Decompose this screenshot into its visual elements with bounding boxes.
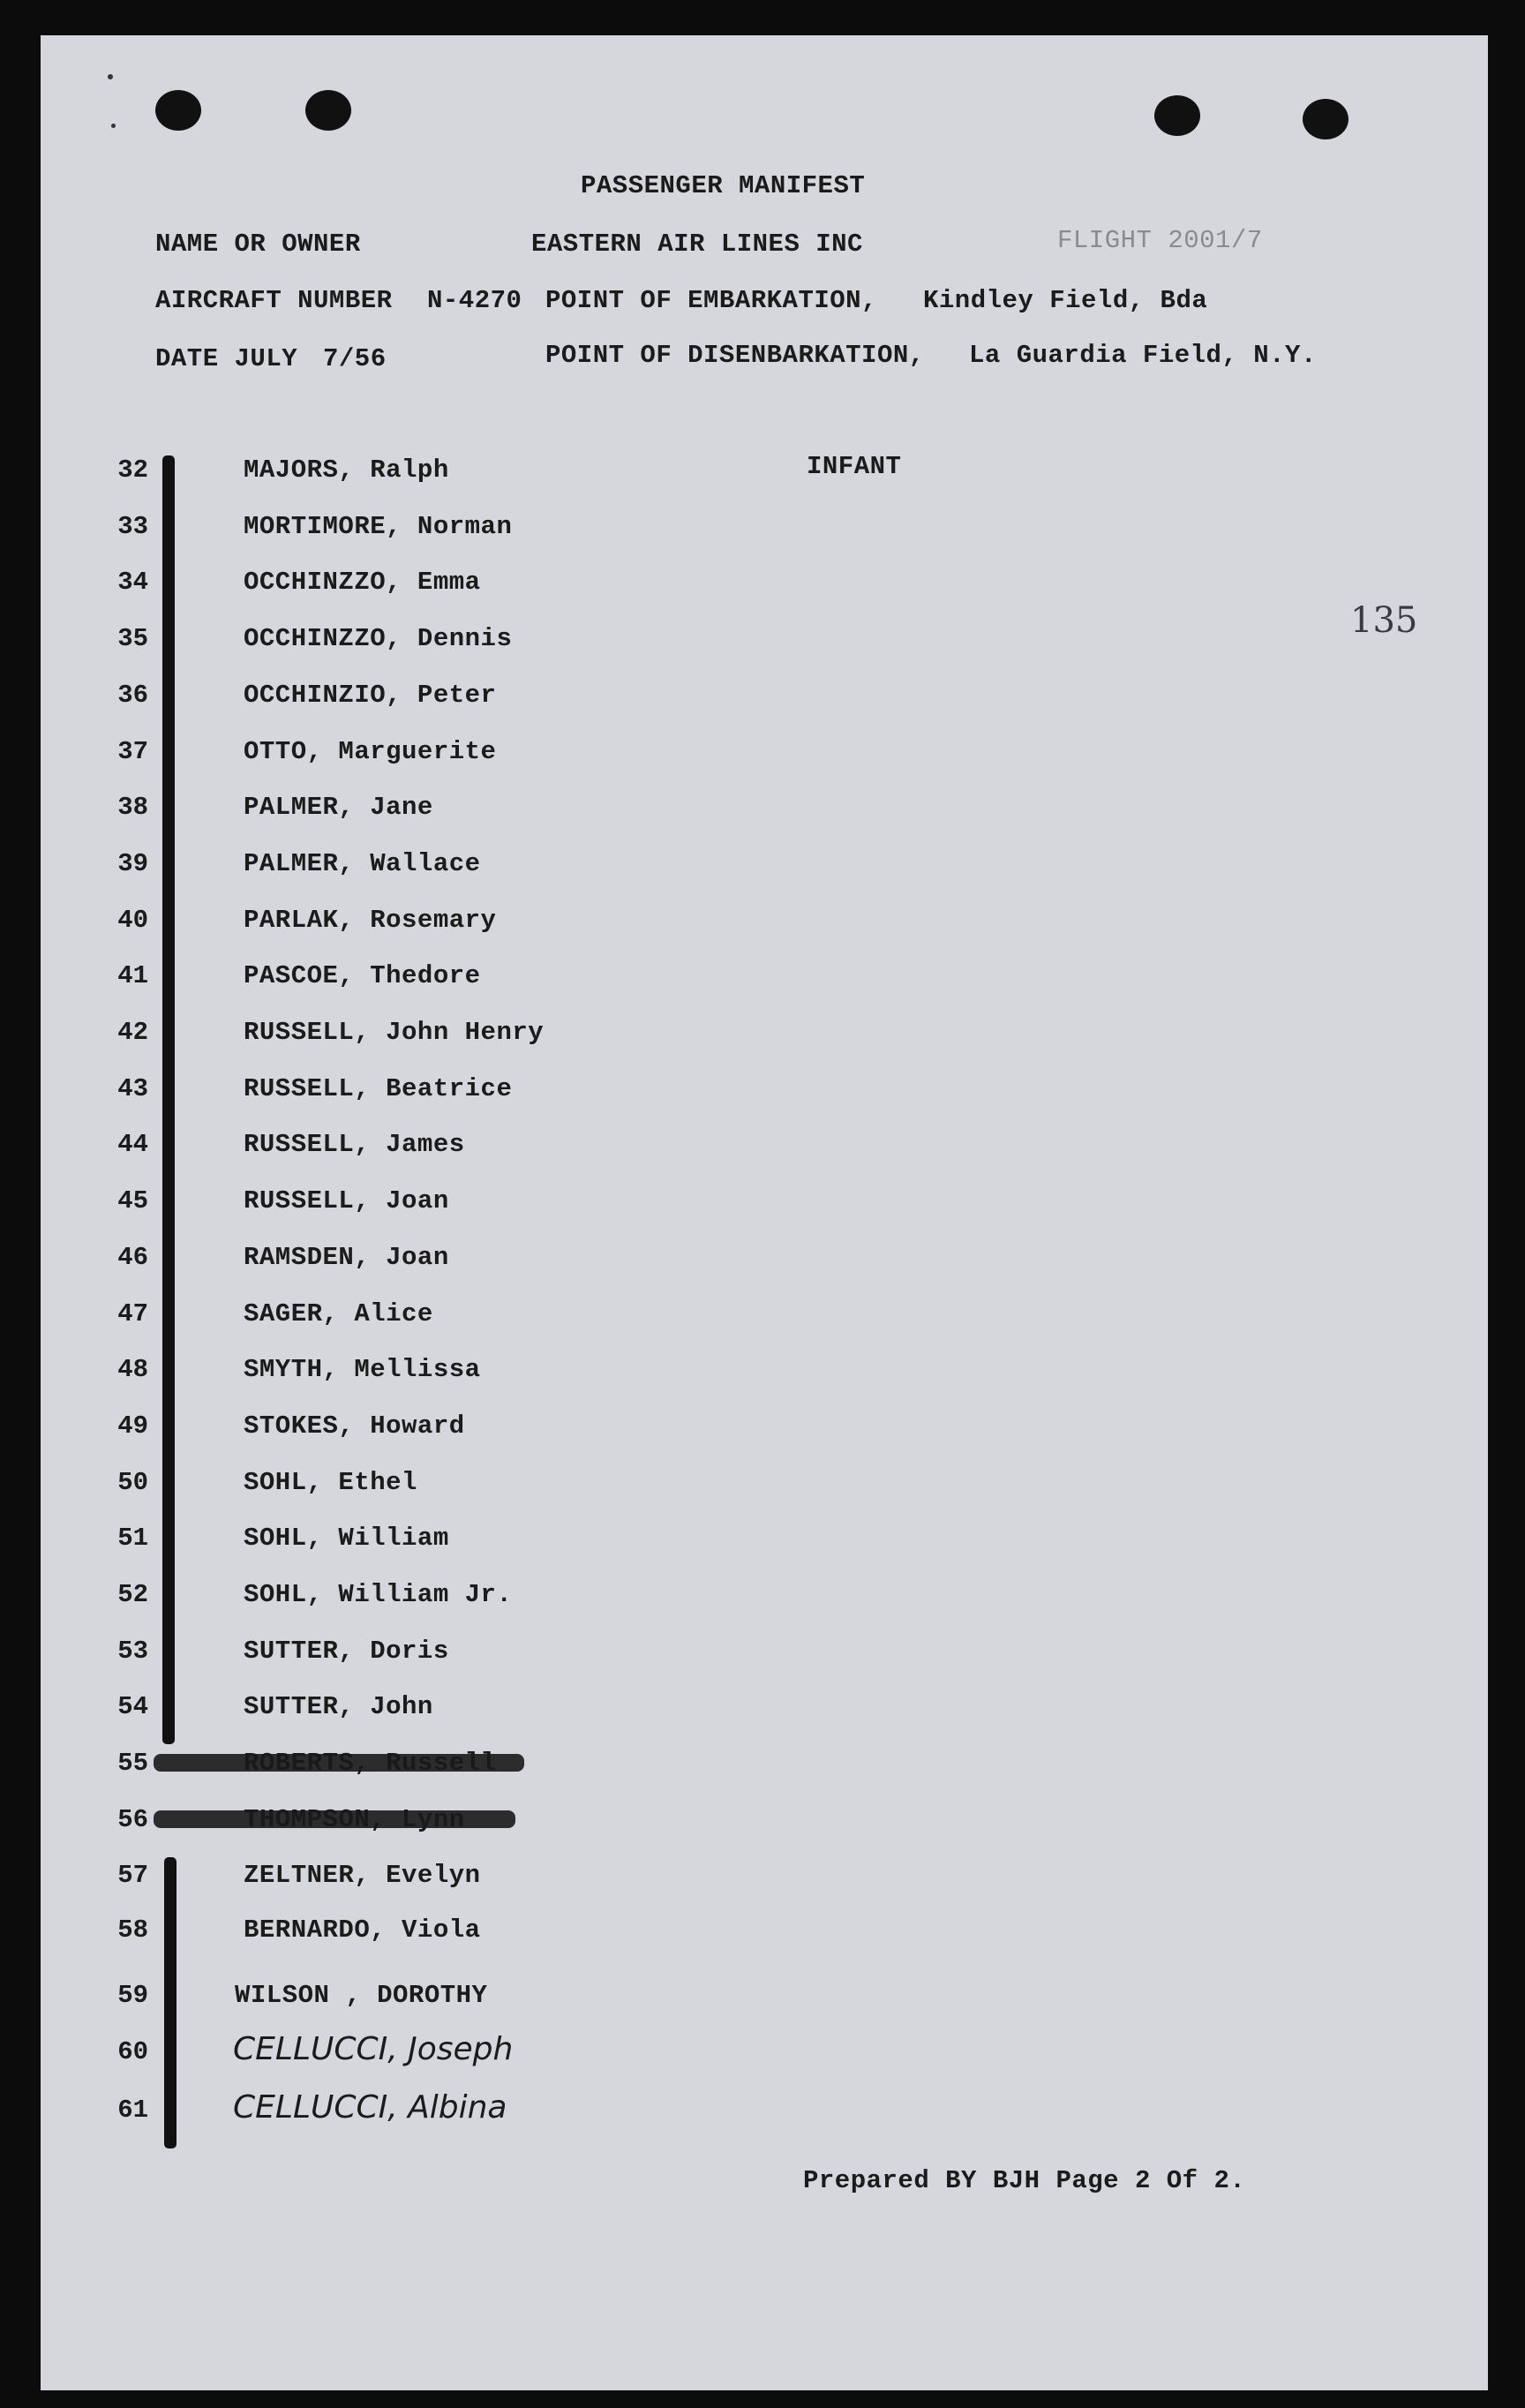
row-number: 32 bbox=[117, 455, 148, 485]
handwritten-passenger-name: CELLUCCI, Albina bbox=[233, 2089, 507, 2126]
date-label: DATE JULY bbox=[155, 344, 298, 373]
passenger-name: SUTTER, John bbox=[244, 1692, 433, 1721]
row-number: 60 bbox=[117, 2037, 148, 2066]
page-number-stamp: 135 bbox=[1350, 600, 1418, 641]
passenger-name: RUSSELL, Beatrice bbox=[244, 1074, 513, 1103]
row-number: 44 bbox=[117, 1130, 148, 1159]
passenger-name: STOKES, Howard bbox=[244, 1411, 465, 1441]
row-number: 42 bbox=[117, 1018, 148, 1047]
prepared-by-footer: Prepared BY BJH Page 2 Of 2. bbox=[803, 2166, 1246, 2195]
punch-hole-3 bbox=[1154, 95, 1200, 136]
row-number: 50 bbox=[117, 1468, 148, 1497]
ink-speck bbox=[108, 74, 113, 79]
date-value: 7/56 bbox=[323, 344, 387, 373]
row-number: 52 bbox=[117, 1580, 148, 1609]
row-number: 45 bbox=[117, 1186, 148, 1215]
row-number: 56 bbox=[117, 1805, 148, 1834]
passenger-name: PARLAK, Rosemary bbox=[244, 906, 497, 935]
passenger-name: OCCHINZZO, Emma bbox=[244, 568, 481, 597]
row-number: 34 bbox=[117, 568, 148, 597]
strike-through bbox=[154, 1810, 515, 1828]
passenger-name: SUTTER, Doris bbox=[244, 1637, 449, 1666]
row-number: 38 bbox=[117, 793, 148, 822]
embarkation-value: Kindley Field, Bda bbox=[923, 286, 1208, 315]
row-number: 39 bbox=[117, 849, 148, 878]
passenger-name: OTTO, Marguerite bbox=[244, 737, 497, 766]
passenger-name: PALMER, Wallace bbox=[244, 849, 481, 878]
passenger-name: PASCOE, Thedore bbox=[244, 961, 481, 990]
row-number: 41 bbox=[117, 961, 148, 990]
passenger-name: SOHL, Ethel bbox=[244, 1468, 417, 1497]
punch-hole-1 bbox=[155, 90, 201, 131]
passenger-name: SMYTH, Mellissa bbox=[244, 1355, 481, 1384]
disembarkation-value: La Guardia Field, N.Y. bbox=[969, 341, 1317, 370]
page-title: PASSENGER MANIFEST bbox=[581, 171, 866, 200]
row-number: 35 bbox=[117, 624, 148, 653]
punch-hole-2 bbox=[305, 90, 351, 131]
aircraft-label: AIRCRAFT NUMBER bbox=[155, 286, 393, 315]
passenger-name: ZELTNER, Evelyn bbox=[244, 1861, 481, 1890]
row-number: 40 bbox=[117, 906, 148, 935]
check-bracket bbox=[164, 1857, 177, 2148]
embarkation-label: POINT OF EMBARKATION, bbox=[545, 286, 877, 315]
owner-value: EASTERN AIR LINES INC bbox=[531, 230, 863, 259]
owner-label: NAME OR OWNER bbox=[155, 230, 361, 259]
row-number: 53 bbox=[117, 1637, 148, 1666]
passenger-note: INFANT bbox=[807, 452, 902, 481]
passenger-name: SAGER, Alice bbox=[244, 1299, 433, 1328]
row-number: 47 bbox=[117, 1299, 148, 1328]
passenger-name: RUSSELL, James bbox=[244, 1130, 465, 1159]
passenger-name: SOHL, William Jr. bbox=[244, 1580, 513, 1609]
row-number: 59 bbox=[117, 1981, 148, 2010]
row-number: 58 bbox=[117, 1915, 148, 1945]
row-number: 54 bbox=[117, 1692, 148, 1721]
row-number: 48 bbox=[117, 1355, 148, 1384]
aircraft-value: N-4270 bbox=[427, 286, 522, 315]
passenger-name: RUSSELL, Joan bbox=[244, 1186, 449, 1215]
passenger-name: MORTIMORE, Norman bbox=[244, 512, 513, 541]
passenger-name: RAMSDEN, Joan bbox=[244, 1243, 449, 1272]
row-number: 43 bbox=[117, 1074, 148, 1103]
row-number: 51 bbox=[117, 1524, 148, 1553]
row-number: 33 bbox=[117, 512, 148, 541]
check-bracket bbox=[162, 455, 175, 1744]
row-number: 57 bbox=[117, 1861, 148, 1890]
row-number: 37 bbox=[117, 737, 148, 766]
passenger-name: RUSSELL, John Henry bbox=[244, 1018, 545, 1047]
row-number: 46 bbox=[117, 1243, 148, 1272]
row-number: 55 bbox=[117, 1749, 148, 1778]
passenger-name: OCCHINZZO, Dennis bbox=[244, 624, 513, 653]
flight-number: FLIGHT 2001/7 bbox=[1057, 226, 1263, 255]
handwritten-passenger-name: CELLUCCI, Joseph bbox=[233, 2031, 514, 2067]
passenger-name: SOHL, William bbox=[244, 1524, 449, 1553]
passenger-name: BERNARDO, Viola bbox=[244, 1915, 481, 1945]
row-number: 36 bbox=[117, 681, 148, 710]
passenger-name: MAJORS, Ralph bbox=[244, 455, 449, 485]
row-number: 61 bbox=[117, 2096, 148, 2125]
passenger-name: OCCHINZIO, Peter bbox=[244, 681, 497, 710]
row-number: 49 bbox=[117, 1411, 148, 1441]
strike-through bbox=[154, 1754, 524, 1772]
passenger-name: PALMER, Jane bbox=[244, 793, 433, 822]
punch-hole-4 bbox=[1303, 99, 1348, 139]
disembarkation-label: POINT OF DISENBARKATION, bbox=[545, 341, 925, 370]
passenger-name: WILSON , DOROTHY bbox=[235, 1981, 488, 2010]
ink-speck bbox=[111, 124, 116, 128]
